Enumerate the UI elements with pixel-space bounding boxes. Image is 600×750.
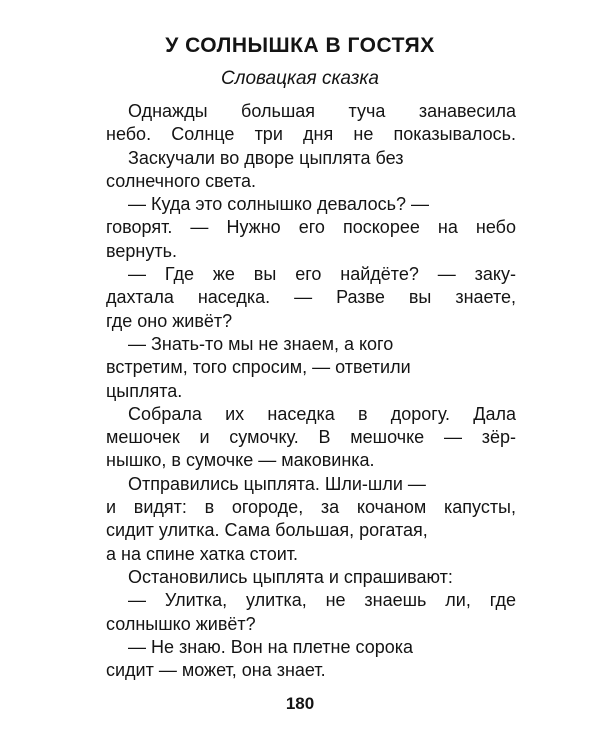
text-line: и видят: в огороде, за кочаном капусты, [106,497,516,518]
text-line: говорят. — Нужно его поскорее на небо [106,217,516,238]
text-line: — Не знаю. Вон на плетне сорока [128,636,414,657]
text-line: — Улитка, улитка, не знаешь ли, где [128,590,516,611]
paragraph [106,333,516,403]
story-subtitle: Словацкая сказка [221,68,379,89]
text-line: — Знать-то мы не знаем, а кого [128,333,394,354]
text-line: солнышко живёт? [106,613,256,634]
text-line: Заскучали во дворе цыплята без [128,147,404,168]
text-line: — Где же вы его найдёте? — заку- [128,264,516,285]
paragraph [106,636,516,683]
text-line: встретим, того спросим, — ответили [106,357,411,378]
text-line: — Куда это солнышко девалось? — [128,194,429,215]
paragraph [106,403,516,473]
text-line: солнечного света. [106,170,257,191]
story-title: У СОЛНЫШКА В ГОСТЯХ [165,34,435,57]
text-line: а на спине хатка стоит. [106,543,299,564]
text-line: сидит улитка. Сама большая, рогатая, [106,520,428,541]
text-line: Собрала их наседка в дорогу. Дала [128,403,516,424]
paragraph [106,147,516,194]
page-number: 180 [285,694,315,713]
paragraph [106,100,516,147]
text-line: сидит — может, она знает. [106,660,326,681]
text-line: Отправились цыплята. Шли-шли — [128,473,426,494]
story-text [106,100,516,682]
paragraph [106,193,516,263]
text-line: небо. Солнце три дня не показывалось. [106,124,516,145]
paragraph [106,566,516,589]
text-line: нышко, в сумочке — маковинка. [106,450,375,471]
text-line: Однажды большая туча занавесила [128,101,516,121]
text-line: цыплята. [106,380,183,401]
paragraph [106,263,516,333]
text-line: вернуть. [106,240,177,261]
text-line: дахтала наседка. — Разве вы знаете, [106,287,516,308]
text-line: Остановились цыплята и спрашивают: [128,566,453,587]
text-line: мешочек и сумочку. В мешочке — зёр- [106,427,516,448]
paragraph [106,473,516,566]
text-line: где оно живёт? [106,310,233,331]
paragraph [106,589,516,636]
